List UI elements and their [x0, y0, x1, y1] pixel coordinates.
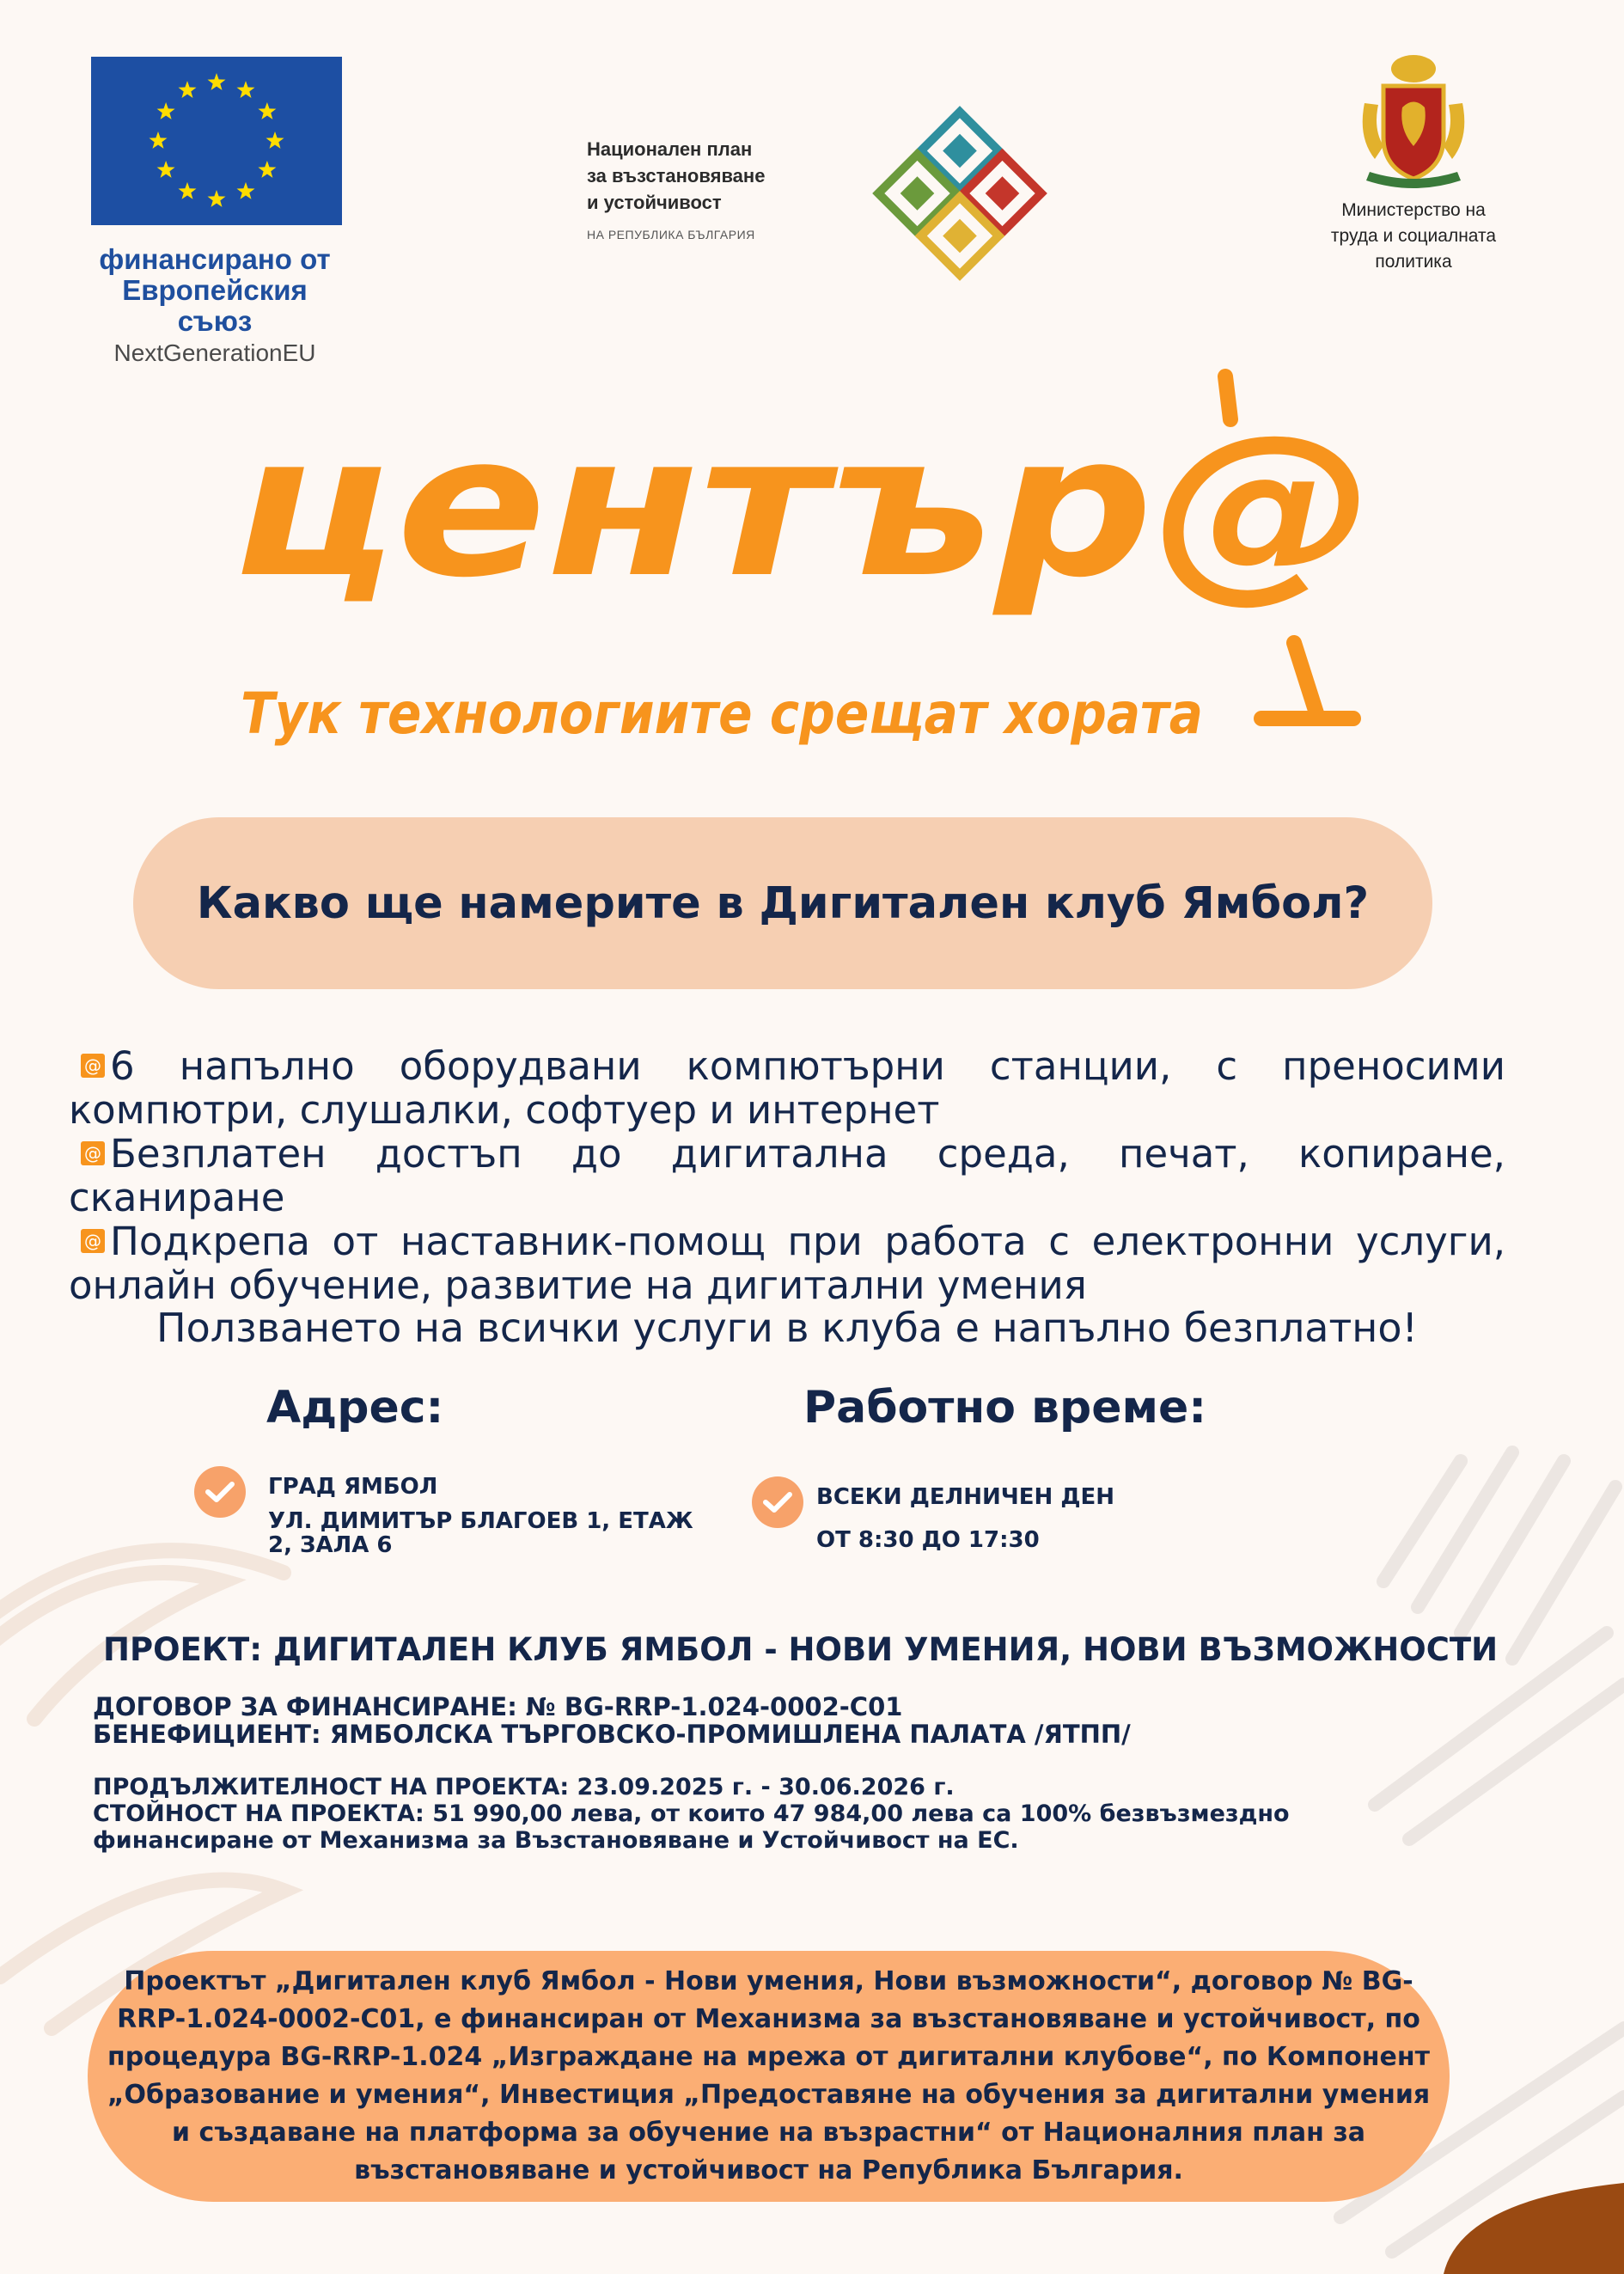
address-city: ГРАД ЯМБОЛ: [268, 1474, 438, 1500]
title-banner: [133, 817, 1432, 989]
feature-text: 6 напълно оборудвани компютърни станции, с преносими компютри, слушалки, софтуер и интернет: [69, 1043, 1505, 1133]
eu-line-nextgen: NextGenerationEU: [113, 339, 316, 366]
at-bullet-icon: @: [81, 1229, 105, 1253]
at-bullet-icon: @: [81, 1141, 105, 1165]
funding-disclaimer-banner: [88, 1951, 1450, 2202]
feature-item: [69, 1132, 1505, 1220]
national-plan-text: [587, 136, 810, 241]
page-title: Какво ще намерите в Дигитален клуб Ямбол?: [196, 877, 1370, 929]
feature-text: Подкрепа от наставник-помощ при работа с електронни услуги, онлайн обучение, развитие на дигитални умения: [69, 1219, 1505, 1308]
ministry-line-2: труда и социалната: [1330, 226, 1497, 246]
features-list: [69, 1044, 1505, 1307]
hours-days: ВСЕКИ ДЕЛНИЧЕН ДЕН: [816, 1484, 1115, 1510]
eu-flag-icon: [91, 57, 342, 225]
address-street: УЛ. ДИМИТЪР БЛАГОЕВ 1, ЕТАЖ 2, ЗАЛА 6: [268, 1508, 693, 1558]
feature-text: Безплатен достъп до дигитална среда, печат, копиране, сканиране: [69, 1131, 1505, 1220]
logo-tagline: Тук технологиите срещат хората: [241, 681, 1203, 747]
logo-word: центъp@: [232, 392, 1375, 620]
plan-line-2: за възстановяване: [587, 165, 766, 186]
plan-line-3: и устойчивост: [587, 192, 722, 213]
project-beneficiary: БЕНЕФИЦИЕНТ: ЯМБОЛСКА ТЪРГОВСКО-ПРОМИШЛЕНА ПАЛАТА /ЯТПП/: [93, 1720, 1131, 1749]
project-value: СТОЙНОСТ НА ПРОЕКТА: 51 990,00 лева, от които 47 984,00 лева са 100% безвъзмездно финансиране от Механизма за Възстановяване и Устойчивост на ЕС.: [93, 1800, 1290, 1854]
plan-sub: НА РЕПУБЛИКА БЪЛГАРИЯ: [587, 228, 755, 241]
centara-logo: [232, 368, 1418, 772]
project-contract-block: [93, 1693, 1468, 1748]
project-title: ПРОЕКТ: ДИГИТАЛЕН КЛУБ ЯМБОЛ - НОВИ УМЕНИЯ, НОВИ ВЪЗМОЖНОСТИ: [103, 1631, 1499, 1668]
project-contract: ДОГОВОР ЗА ФИНАНСИРАНЕ: № BG-RRP-1.024-0002-C01: [93, 1692, 903, 1721]
ministry-line-3: политика: [1375, 252, 1452, 272]
feature-item: [69, 1044, 1505, 1132]
eu-line-union: Европейския съюз: [122, 274, 308, 337]
at-bullet-icon: @: [81, 1054, 105, 1078]
funding-disclaimer: Проектът „Дигитален клуб Ямбол - Нови умения, Нови възможности“, договор № BG-RRP-1.024-0002-C01, е финансиран от Механизма за възстановяване и устойчивост, по процедура BG-RRP-1.024 „Изграждане на мрежа от дигитални клубове“, по Компонент „Образование и умения“, Инвестиция „Предоставяне на обучения за дигитални умения и създаване на платформа за обучение на възрастни“ от Националния план за възстановяване и устойчивост на Република България.: [107, 1966, 1431, 2185]
ministry-line-1: Министерство на: [1341, 200, 1486, 220]
plan-emblem-icon: [852, 86, 1067, 301]
project-duration-block: [93, 1774, 1468, 1854]
address-details: [268, 1475, 698, 1557]
plan-line-1: Национален план: [587, 138, 753, 160]
free-services-note: Ползването на всички услуги в клуба е напълно безплатно!: [156, 1305, 1418, 1351]
check-icon: [194, 1466, 246, 1518]
ministry-logo: [1315, 52, 1512, 275]
feature-item: [69, 1220, 1505, 1307]
check-icon: [752, 1476, 803, 1528]
address-heading: Адрес:: [266, 1382, 444, 1433]
ministry-crest-icon: [1349, 52, 1478, 198]
hours-details: [816, 1485, 1160, 1552]
project-duration: ПРОДЪЛЖИТЕЛНОСТ НА ПРОЕКТА: 23.09.2025 г. - 30.06.2026 г.: [93, 1774, 955, 1800]
eu-funding-logo: [86, 57, 344, 370]
hours-time: ОТ 8:30 ДО 17:30: [816, 1527, 1040, 1553]
hours-heading: Работно време:: [803, 1382, 1207, 1433]
eu-line-funded: финансирано от: [99, 243, 331, 275]
